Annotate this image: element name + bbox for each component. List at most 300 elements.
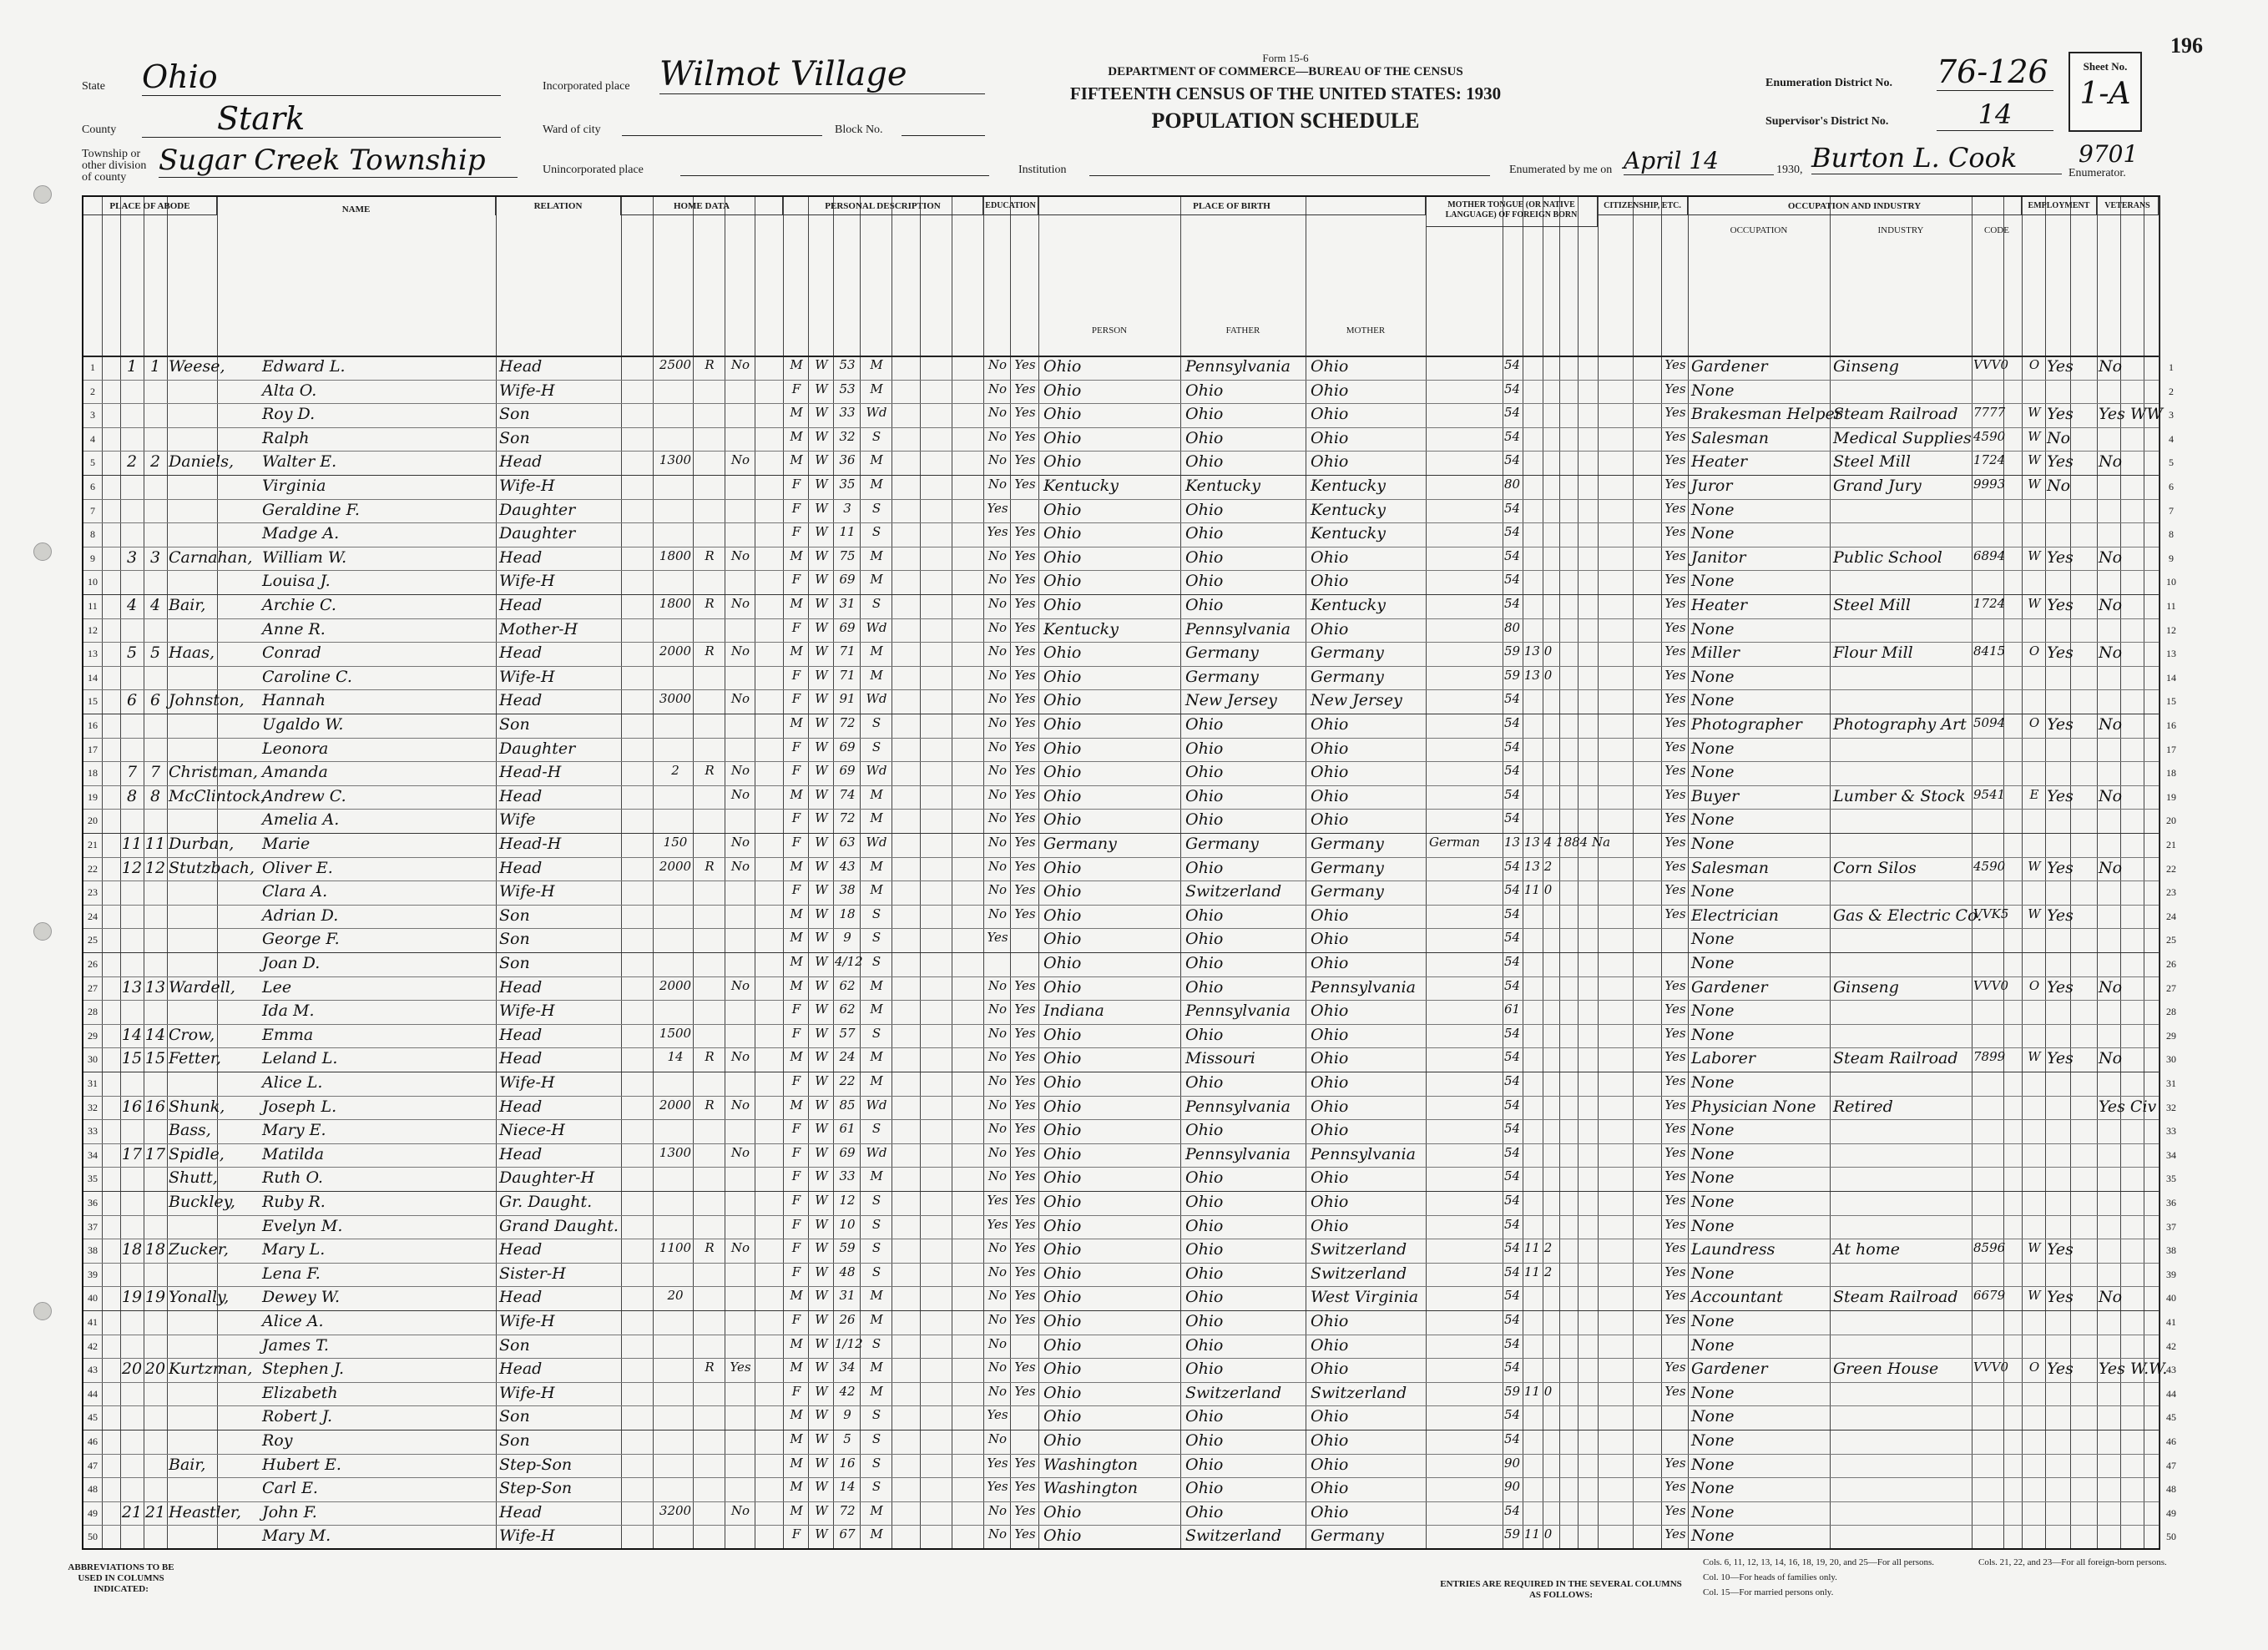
cell-cls: W [2028,596,2041,611]
column-rule [1180,197,1181,1548]
cell-rel: Niece-H [499,1121,565,1140]
cell-occ: None [1691,810,1735,830]
row-rule [83,761,2159,762]
cell-work: Yes [1664,858,1686,874]
cell-school: No [988,1264,1008,1279]
cell-fb: Ohio [1185,763,1224,782]
cell-age: 4/12 [835,954,863,969]
cell-fb: Ohio [1185,906,1224,925]
line-number-right: 23 [2166,886,2176,899]
col-person: PERSON [1091,325,1128,336]
line-number: 33 [88,1125,98,1138]
row-rule [83,905,2159,906]
cell-read: Yes [1014,786,1036,802]
cell-rel: Son [499,1335,530,1355]
corner-number: 9701 [2079,140,2139,168]
cell-pb: Ohio [1043,357,1082,376]
unincorporated-label: Unincorporated place [543,164,644,176]
cell-age: 33 [839,1168,856,1184]
cell-surname: Kurtzman, [169,1360,253,1379]
cell-occ: Brakesman Helper [1691,405,1842,424]
line-number: 32 [88,1101,98,1113]
cell-school: No [988,715,1008,730]
cell-sex: M [790,1479,803,1495]
line-number: 10 [88,576,98,588]
column-rule [808,197,809,1548]
cell-radio: Yes [730,1360,751,1375]
cell-emp: Yes [2047,452,2074,472]
cell-school: No [988,667,1008,683]
cell-fb: Germany [1185,643,1259,663]
cell-occ: None [1691,835,1735,853]
cell-sex: M [790,1335,803,1351]
cell-school: No [988,452,1008,468]
cell-given: Hubert E. [262,1455,341,1474]
cell-school: No [988,1502,1008,1518]
cell-rel: Head [499,786,543,805]
line-number: 37 [88,1220,98,1233]
cell-radio: No [730,1049,750,1065]
cell-mar: S [871,1025,881,1041]
cell-occ: None [1691,1073,1735,1092]
line-number-right: 29 [2166,1029,2176,1042]
cell-dw: 11 [121,835,143,853]
cell-rel: Head [499,643,543,663]
cell-code: 54 [1504,428,1521,444]
cell-school: No [988,1288,1008,1304]
cell-read: Yes [1014,1193,1036,1208]
cell-ocode: VVV0 [1973,357,2009,372]
cell-mar: S [871,1240,881,1256]
cell-sex: F [791,1383,801,1399]
cell-mb: Kentucky [1311,477,1386,495]
group-employment: EMPLOYMENT [2022,197,2097,215]
cell-code: 54 11 2 [1504,1264,1553,1279]
cell-read: Yes [1014,596,1036,611]
cell-rel: Head-H [499,763,562,782]
cell-code: 54 [1504,1360,1521,1375]
cell-mar: S [871,906,881,921]
cell-work: Yes [1664,1073,1686,1088]
cell-given: Alice A. [262,1312,324,1330]
cell-race: W [815,858,828,874]
cell-sex: F [791,500,801,516]
line-number: 26 [88,958,98,970]
line-number-right: 4 [2169,432,2174,445]
cell-occ: None [1691,1479,1735,1498]
cell-race: W [815,428,828,444]
cell-radio: No [730,835,750,850]
cell-cls: W [2028,858,2041,874]
row-rule [83,952,2159,953]
cell-given: Elizabeth [262,1383,338,1402]
cell-read: Yes [1014,572,1036,588]
cell-mar: M [870,1073,883,1088]
cell-given: Mary E. [262,1121,326,1140]
cell-mb: Ohio [1311,930,1349,949]
line-number-right: 45 [2166,1411,2176,1424]
cell-code: 54 [1504,596,1521,611]
cell-read: Yes [1014,1025,1036,1041]
line-number-right: 22 [2166,862,2176,875]
cell-race: W [815,1312,828,1327]
cell-given: Anne R. [262,619,326,638]
line-number-right: 20 [2166,815,2176,827]
cell-given: James T. [262,1335,329,1355]
row-rule [83,1358,2159,1359]
cell-code: 90 [1504,1455,1521,1471]
cell-pb: Ohio [1043,1073,1082,1092]
cell-emp: Yes [2047,715,2074,734]
cell-read: Yes [1014,1264,1036,1279]
line-number-right: 19 [2166,790,2176,803]
cell-code: 54 [1504,1073,1521,1088]
line-number: 39 [88,1268,98,1280]
cell-ind: Grand Jury [1833,477,1922,495]
form-number: Form 15-6 [1262,52,1309,64]
cell-occ: Gardener [1691,977,1768,997]
cell-age: 72 [839,810,856,826]
cell-read: Yes [1014,619,1036,635]
cell-sex: F [791,1025,801,1041]
cell-vet: No [2099,715,2123,734]
cell-rel: Step-Son [499,1455,573,1474]
cell-val: 20 [667,1288,684,1304]
cell-given: Walter E. [262,452,337,472]
column-rule [1830,197,1831,1548]
cell-rel: Daughter [499,739,576,758]
cell-work: Yes [1664,572,1686,588]
cell-dw: 5 [126,643,138,663]
cell-sex: F [791,619,801,635]
cell-given: Virginia [262,477,326,495]
cell-school: Yes [987,1407,1008,1423]
line-number-right: 7 [2169,504,2174,517]
cell-mar: Wd [866,691,887,707]
cell-sex: F [791,1121,801,1137]
cell-work: Yes [1664,381,1686,396]
institution-label: Institution [1018,164,1067,176]
cell-emp: Yes [2047,643,2074,663]
cell-sex: M [790,906,803,921]
cell-mar: S [871,524,881,540]
group-occupation: OCCUPATION AND INDUSTRY [1688,197,2022,215]
row-rule [83,1215,2159,1216]
cell-occ: None [1691,1502,1735,1521]
row-rule [83,475,2159,476]
cell-ocode: 8596 [1973,1240,2006,1256]
entries-all: Cols. 6, 11, 12, 13, 14, 16, 18, 19, 20, and 25—For all persons. [1703,1557,1935,1567]
cell-work: Yes [1664,1479,1686,1495]
cell-mb: Ohio [1311,810,1349,830]
cell-code: 54 [1504,977,1521,993]
group-relation: RELATION [496,197,621,215]
cell-school: No [988,1168,1008,1184]
cell-dw: 19 [121,1288,143,1307]
cell-race: W [815,810,828,826]
cell-age: 10 [839,1216,856,1232]
cell-rel: Wife-H [499,1002,555,1021]
cell-own: R [705,1360,715,1375]
cell-fb: Ohio [1185,500,1224,519]
line-number: 23 [88,886,98,899]
cell-fam: 15 [144,1049,166,1068]
cell-work: Yes [1664,882,1686,898]
cell-cls: O [2028,715,2040,730]
cell-code: 54 [1504,1216,1521,1232]
cell-fb: Ohio [1185,930,1224,949]
cell-rel: Head [499,1049,543,1068]
cell-occ: Miller [1691,643,1740,663]
cell-rel: Grand Daught. [499,1216,619,1235]
cell-mar: M [870,477,883,492]
cell-work: Yes [1664,1025,1686,1041]
enum-district-value: 76-126 [1937,53,2053,91]
cell-occ: Heater [1691,452,1748,472]
cell-mar: S [871,428,881,444]
cell-race: W [815,906,828,921]
cell-cls: O [2028,1360,2040,1375]
sheet-label: Sheet No. [2083,60,2128,73]
cell-code: 54 [1504,1121,1521,1137]
cell-sex: F [791,1526,801,1542]
line-number: 2 [90,385,95,397]
cell-pb: Ohio [1043,405,1082,424]
column-rule [621,197,622,1548]
cell-sex: F [791,381,801,396]
cell-rel: Daughter [499,524,576,543]
cell-sex: M [790,954,803,969]
cell-read: Yes [1014,667,1036,683]
cell-mb: Germany [1311,667,1384,686]
cell-surname: Durban, [169,835,235,853]
cell-mb: Ohio [1311,1002,1349,1021]
cell-school: Yes [987,1479,1008,1495]
cell-work: Yes [1664,1049,1686,1065]
cell-pb: Washington [1043,1455,1138,1474]
cell-rel: Gr. Daught. [499,1193,593,1211]
cell-work: Yes [1664,763,1686,779]
group-tongue: MOTHER TONGUE (OR NATIVE LANGUAGE) OF FOREIGN BORN [1426,197,1598,227]
cell-occ: Buyer [1691,786,1740,805]
cell-fb: Ohio [1185,1264,1224,1283]
cell-fam: 3 [149,547,161,567]
cell-fb: Missouri [1185,1049,1255,1068]
cell-read: Yes [1014,1383,1036,1399]
cell-rel: Wife-H [499,1312,555,1330]
line-number-right: 32 [2166,1101,2176,1113]
cell-surname: Haas, [169,643,215,663]
cell-sex: M [790,1407,803,1423]
cell-mar: S [871,1193,881,1208]
cell-rel: Head [499,1240,543,1259]
cell-fam: 20 [144,1360,166,1379]
row-rule [83,809,2159,810]
cell-mb: Ohio [1311,1479,1349,1498]
group-citizenship: CITIZENSHIP, ETC. [1598,197,1688,215]
group-education: EDUCATION [983,197,1038,215]
cell-code: 54 [1504,547,1521,563]
cell-fb: Ohio [1185,715,1224,734]
cell-pb: Ohio [1043,930,1082,949]
line-number: 27 [88,981,98,994]
column-rule [2045,197,2046,1548]
cell-code: 54 [1504,1407,1521,1423]
group-home: HOME DATA [621,197,783,215]
cell-fb: Switzerland [1185,882,1282,901]
cell-race: W [815,930,828,946]
row-rule [83,857,2159,858]
column-rule [496,197,497,1548]
cell-ocode: 8415 [1973,643,2006,659]
cell-age: 61 [839,1121,856,1137]
cell-mb: Ohio [1311,1312,1349,1330]
cell-given: George F. [262,930,340,949]
cell-rel: Wife-H [499,1073,555,1092]
cell-cls: W [2028,1240,2041,1256]
cell-work: Yes [1664,500,1686,516]
cell-tongue: German [1429,835,1480,850]
cell-given: Leonora [262,739,329,758]
cell-surname: Shunk, [169,1097,225,1116]
county-label: County [82,124,117,136]
cell-code: 54 [1504,930,1521,946]
cell-fb: Ohio [1185,1216,1224,1235]
cell-code: 54 [1504,572,1521,588]
township-label: Township or other division of county [82,148,147,184]
cell-emp: Yes [2047,1360,2074,1379]
cell-val: 1100 [659,1240,692,1256]
row-rule [83,1263,2159,1264]
line-number: 5 [90,457,95,469]
line-number: 49 [88,1506,98,1519]
cell-rel: Wife [499,810,536,830]
line-number-right: 36 [2166,1197,2176,1208]
cell-code: 54 [1504,691,1521,707]
cell-mar: M [870,381,883,396]
column-rule [102,197,103,1548]
cell-pb: Ohio [1043,691,1082,710]
cell-work: Yes [1664,547,1686,563]
cell-cls: O [2028,977,2040,993]
cell-school: No [988,619,1008,635]
cell-pb: Ohio [1043,1360,1082,1379]
cell-age: 59 [839,1240,856,1256]
cell-mb: Ohio [1311,715,1349,734]
cell-radio: No [730,1502,750,1518]
col-father: FATHER [1225,325,1260,336]
cell-ocode: 9541 [1973,786,2006,802]
line-number: 30 [88,1053,98,1066]
line-number-right: 13 [2166,648,2176,660]
cell-age: 69 [839,619,856,635]
cell-mar: Wd [866,835,887,850]
cell-radio: No [730,643,750,659]
cell-mar: Wd [866,405,887,421]
cell-emp: Yes [2047,1240,2074,1259]
cell-fb: Ohio [1185,954,1224,972]
row-rule [83,1405,2159,1406]
cell-school: No [988,1073,1008,1088]
cell-age: 69 [839,572,856,588]
cell-school: No [988,1002,1008,1017]
cell-ind: Steel Mill [1833,452,1911,472]
row-rule [83,594,2159,595]
cell-own: R [705,1097,715,1113]
cell-surname: Yonally, [169,1288,230,1307]
cell-code: 54 [1504,1312,1521,1327]
cell-read: Yes [1014,858,1036,874]
cell-surname: Bair, [169,1455,206,1474]
cell-race: W [815,477,828,492]
line-number: 35 [88,1173,98,1185]
line-number-right: 37 [2166,1220,2176,1233]
line-number: 4 [90,432,95,445]
column-rule [1972,197,1973,1548]
cell-sex: M [790,1097,803,1113]
line-number-right: 8 [2169,528,2174,541]
cell-fb: Ohio [1185,1455,1224,1474]
cell-school: No [988,428,1008,444]
line-number-right: 43 [2166,1364,2176,1376]
column-rule [1661,197,1662,1548]
cell-school: No [988,405,1008,421]
cell-occ: None [1691,500,1735,519]
cell-mar: M [870,357,883,372]
col-industry: INDUSTRY [1877,225,1924,235]
line-number: 11 [88,600,98,612]
cell-school: No [988,739,1008,754]
cell-dw: 2 [126,452,138,472]
cell-given: William W. [262,547,347,567]
cell-race: W [815,1360,828,1375]
column-rule [1688,197,1689,1548]
cell-code: 13 13 4 1884 Na [1504,835,1611,850]
cell-dw: 12 [121,858,143,877]
unincorporated-value [680,174,989,176]
cell-given: Conrad [262,643,321,663]
line-number: 43 [88,1364,98,1376]
cell-fam: 4 [149,596,161,614]
row-rule [83,642,2159,643]
cell-radio: No [730,357,750,372]
cell-val: 2 [671,763,679,779]
cell-pb: Ohio [1043,1168,1082,1188]
cell-race: W [815,691,828,707]
cell-dw: 15 [121,1049,143,1068]
cell-pb: Ohio [1043,667,1082,686]
incorporated-label: Incorporated place [543,80,630,93]
cell-val: 3000 [659,691,692,707]
cell-rel: Mother-H [499,619,578,638]
cell-sex: F [791,1073,801,1088]
cell-code: 54 11 2 [1504,1240,1553,1256]
line-number: 1 [90,361,95,373]
cell-code: 54 [1504,1288,1521,1304]
cell-fb: Ohio [1185,1312,1224,1330]
cell-sex: F [791,667,801,683]
line-number-right: 34 [2166,1148,2176,1161]
cell-vet: Yes WW [2099,405,2163,424]
row-rule [83,380,2159,381]
cell-sex: M [790,1455,803,1471]
cell-age: 62 [839,977,856,993]
line-number: 29 [88,1029,98,1042]
cell-code: 54 [1504,1097,1521,1113]
line-number-right: 5 [2169,457,2174,469]
census-title: FIFTEENTH CENSUS OF THE UNITED STATES: 1930 [1069,83,1502,103]
supervisor-label: Supervisor's District No. [1765,115,1889,128]
